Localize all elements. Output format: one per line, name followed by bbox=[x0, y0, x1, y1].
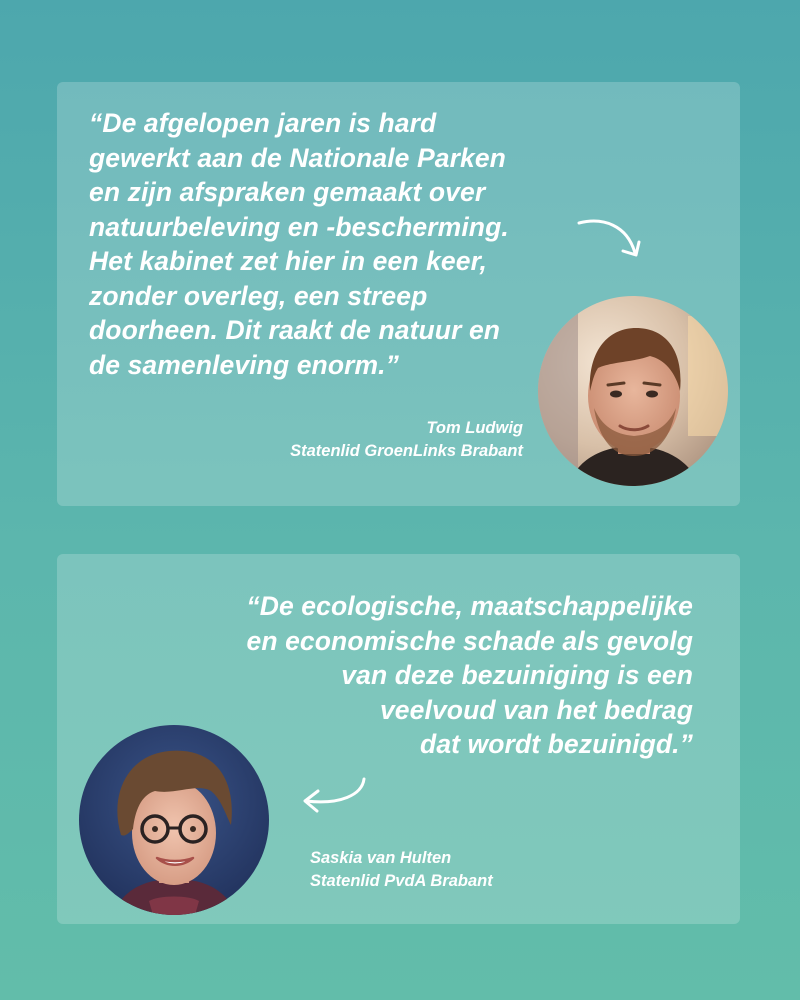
quote-line: veelvoud van het bedrag bbox=[379, 694, 693, 725]
attribution bbox=[310, 847, 493, 893]
quote-line: gewerkt aan de Nationale Parken bbox=[89, 142, 506, 173]
portrait-saskia-van-hulten bbox=[79, 725, 269, 915]
quote-line: Het kabinet zet hier in een keer, bbox=[89, 246, 488, 276]
curved-arrow-left-icon bbox=[300, 775, 372, 825]
quote-text bbox=[246, 589, 693, 762]
quote-line: “De ecologische, maatschappelijke bbox=[246, 591, 693, 621]
quote-line: “De afgelopen jaren is hard bbox=[89, 108, 437, 138]
portrait-tom-ludwig bbox=[538, 296, 728, 486]
quote-line: van deze bezuiniging is een bbox=[341, 660, 693, 690]
speaker-role: Statenlid PvdA Brabant bbox=[310, 872, 493, 890]
quote-line: zonder overleg, een streep bbox=[89, 280, 428, 311]
speaker-name: Tom Ludwig bbox=[426, 419, 523, 437]
quote-line: natuurbeleving en -bescherming. bbox=[89, 211, 509, 242]
speaker-role: Statenlid GroenLinks Brabant bbox=[290, 442, 523, 460]
quote-line: en zijn afspraken gemaakt over bbox=[89, 177, 486, 207]
quote-line: de samenleving enorm.” bbox=[89, 349, 399, 380]
quote-text bbox=[89, 106, 509, 382]
speaker-name: Saskia van Hulten bbox=[310, 849, 452, 867]
quote-line: dat wordt bezuinigd.” bbox=[420, 729, 693, 759]
curved-arrow-down-right-icon bbox=[575, 215, 645, 265]
attribution bbox=[290, 417, 523, 463]
quote-line: en economische schade als gevolg bbox=[246, 625, 693, 656]
quote-line: doorheen. Dit raakt de natuur en bbox=[89, 315, 501, 345]
